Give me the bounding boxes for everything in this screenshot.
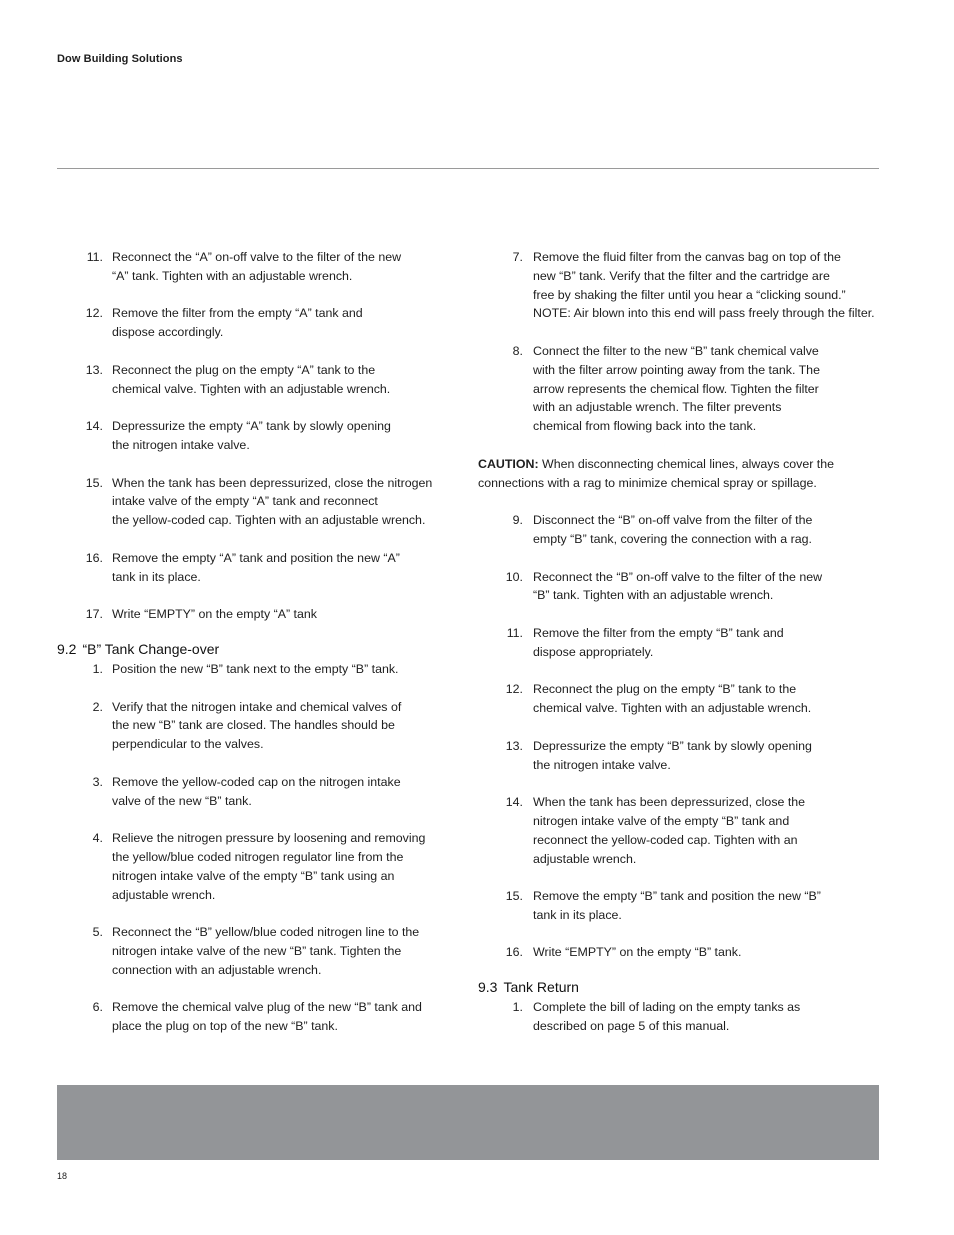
page-number: 18	[57, 1171, 68, 1181]
item-number: 4.	[92, 831, 103, 846]
item-text: Relieve the nitrogen pressure by loosening and removing the yellow/blue coded nitrogen regulator line from the nitrogen intake valve of the empty “B” tank using an adjustable wrench.	[112, 831, 426, 902]
item-text: Remove the filter from the empty “B” tank and dispose appropriately.	[533, 625, 784, 659]
caution-text: When disconnecting chemical lines, always cover the connections with a rag to minimize chemical spray or spillage.	[478, 456, 835, 490]
section-heading-b-tank	[57, 640, 457, 658]
item-number: 9.	[512, 513, 523, 528]
list-item	[478, 887, 883, 925]
item-number: 15.	[505, 889, 523, 904]
item-number: 14.	[85, 419, 103, 434]
list-item	[57, 829, 457, 904]
item-number: 12.	[505, 682, 523, 697]
caution-label: CAUTION:	[478, 456, 539, 471]
step-list-tank-return	[478, 998, 883, 1036]
list-item	[57, 923, 457, 979]
item-text: Reconnect the “B” yellow/blue coded nitrogen line to the nitrogen intake valve of the new “B” tank. Tighten the connection with an adjustable wrench.	[112, 925, 420, 977]
item-text: Verify that the nitrogen intake and chemical valves of the new “B” tank are closed. The handles should be perpendicular to the valves.	[112, 699, 402, 752]
section-title: Tank Return	[503, 979, 579, 996]
item-number: 1.	[92, 661, 103, 676]
list-item	[57, 998, 457, 1036]
list-item	[478, 511, 883, 549]
section-title: “B” Tank Change-over	[82, 640, 220, 657]
list-item	[57, 549, 457, 587]
section-heading-tank-return	[478, 978, 883, 996]
item-text: When the tank has been depressurized, close the nitrogen intake valve of the empty “B” tank and reconnect the yellow-coded cap. Tighten with an adjustable wrench.	[533, 795, 806, 866]
item-number: 13.	[85, 362, 103, 377]
item-text: Position the new “B” tank next to the empty “B” tank.	[112, 661, 399, 676]
item-number: 17.	[85, 607, 103, 622]
item-number: 11.	[506, 625, 523, 640]
item-number: 16.	[85, 550, 103, 565]
item-number: 7.	[512, 250, 523, 264]
list-item	[478, 998, 883, 1036]
list-item	[57, 361, 457, 399]
step-list-b-tank	[57, 660, 457, 1036]
section-number: 9.3	[478, 979, 498, 996]
item-text: Remove the chemical valve plug of the new “B” tank and place the plug on top of the new “B” tank.	[112, 1000, 422, 1034]
item-text: Depressurize the empty “B” tank by slowly opening the nitrogen intake valve.	[533, 738, 812, 772]
item-number: 16.	[505, 945, 523, 960]
item-text: Depressurize the empty “A” tank by slowly opening the nitrogen intake valve.	[112, 419, 391, 452]
item-number: 15.	[85, 475, 103, 490]
list-item	[478, 568, 883, 606]
item-text: Remove the yellow-coded cap on the nitrogen intake valve of the new “B” tank.	[112, 774, 401, 808]
item-text: Connect the filter to the new “B” tank chemical valve with the filter arrow pointing away from the tank. The arrow represents the chemical flow. Tighten the filter with an adjustable wrench. The filter prevents chemical from flowing back into the tank.	[533, 343, 820, 434]
item-text: Reconnect the plug on the empty “A” tank to the chemical valve. Tighten with an adjustable wrench.	[112, 362, 391, 396]
list-item	[478, 624, 883, 662]
item-number: 5.	[92, 925, 103, 940]
list-item	[57, 474, 457, 530]
list-item	[478, 737, 883, 775]
item-text: Complete the bill of lading on the empty tanks as described on page 5 of this manual.	[533, 1000, 801, 1034]
item-text: Remove the filter from the empty “A” tank and dispose accordingly.	[112, 306, 363, 340]
item-number: 8.	[512, 343, 523, 358]
list-item	[57, 248, 457, 286]
item-number: 12.	[85, 306, 103, 321]
item-number: 1.	[512, 1000, 523, 1015]
item-text: Remove the fluid filter from the canvas bag on top of the new “B” tank. Verify that the filter and the cartridge are free by shaking the filter until you hear a “clicking sound.” NOTE: Air blown into this end will pass freely through the filter.	[533, 250, 875, 321]
item-text: Reconnect the plug on the empty “B” tank to the chemical valve. Tighten with an adjustable wrench.	[533, 682, 812, 716]
item-text: When the tank has been depressurized, close the nitrogen intake valve of the empty “A” tank and reconnect the yellow-coded cap. Tighten with an adjustable wrench.	[112, 475, 433, 528]
list-item	[57, 698, 457, 754]
step-list-b-tank-continued	[478, 248, 883, 436]
list-item	[478, 342, 883, 436]
list-item	[57, 773, 457, 811]
item-text: Remove the empty “B” tank and position the new “B” tank in its place.	[533, 889, 821, 922]
list-item	[57, 304, 457, 342]
item-text: Disconnect the “B” on-off valve from the filter of the empty “B” tank, covering the connection with a rag.	[533, 513, 813, 546]
item-text: Reconnect the “B” on-off valve to the filter of the new “B” tank. Tighten with an adjustable wrench.	[533, 569, 823, 603]
item-number: 3.	[92, 774, 103, 789]
list-item	[57, 605, 457, 624]
list-item	[478, 943, 883, 962]
brand-name: Dow Building Solutions	[57, 53, 183, 65]
left-column	[57, 248, 457, 1055]
item-number: 13.	[505, 738, 523, 753]
step-list-a-tank	[57, 248, 457, 624]
right-column	[478, 248, 883, 1055]
item-text: Write “EMPTY” on the empty “B” tank.	[533, 945, 742, 960]
item-number: 14.	[505, 795, 523, 810]
list-item	[57, 417, 457, 455]
item-number: 11.	[86, 250, 103, 264]
footer-band	[57, 1085, 879, 1160]
item-number: 6.	[92, 1000, 103, 1015]
step-list-b-tank-final	[478, 511, 883, 962]
item-number: 2.	[92, 699, 103, 714]
item-text: Remove the empty “A” tank and position the new “A” tank in its place.	[112, 550, 400, 584]
item-text: Reconnect the “A” on-off valve to the filter of the new “A” tank. Tighten with an adjustable wrench.	[112, 250, 402, 283]
item-text: Write “EMPTY” on the empty “A” tank	[112, 607, 317, 622]
caution-note	[478, 455, 883, 493]
list-item	[57, 660, 457, 679]
list-item	[478, 680, 883, 718]
section-number: 9.2	[57, 640, 77, 657]
header-rule	[57, 168, 879, 169]
item-number: 10.	[505, 569, 523, 584]
list-item	[478, 793, 883, 868]
list-item	[478, 248, 883, 323]
